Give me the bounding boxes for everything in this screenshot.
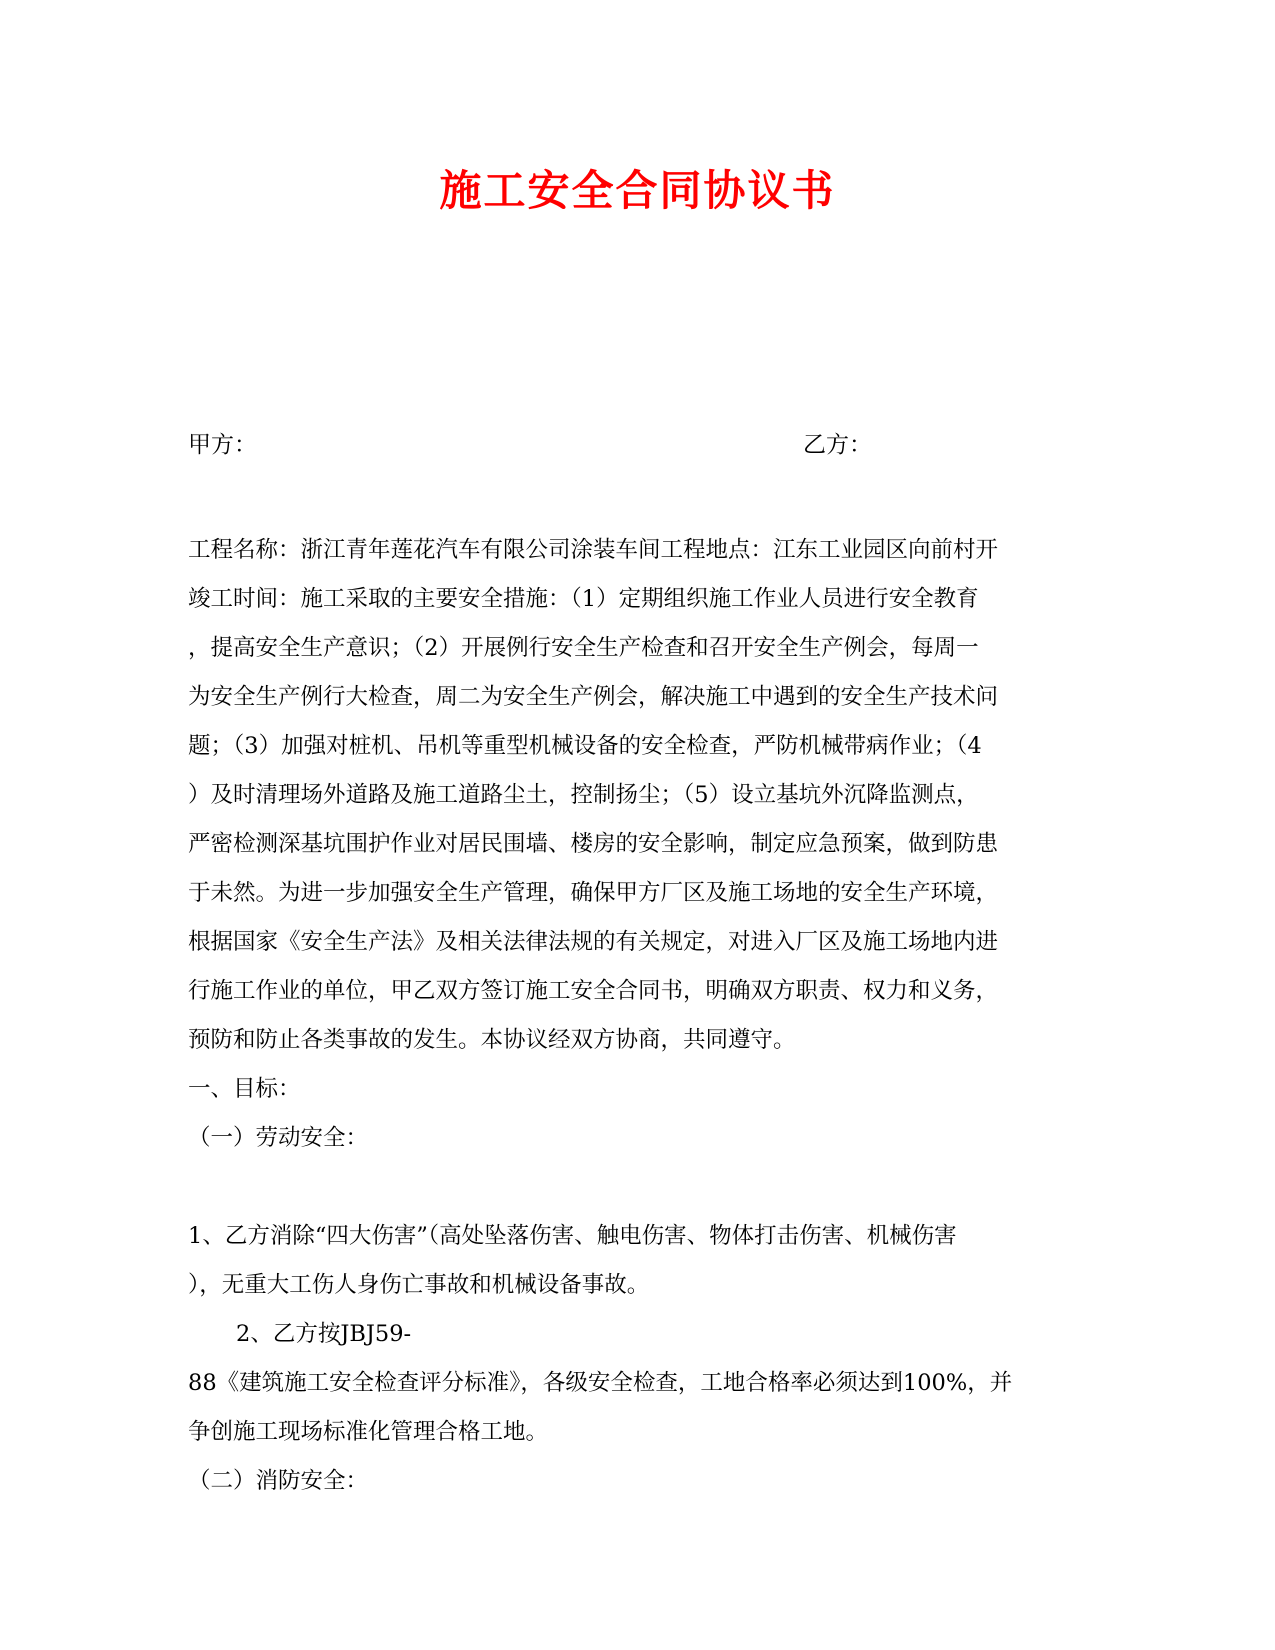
subsection-heading: （一）劳动安全： (188, 1125, 369, 1151)
text-line: 行施工作业的单位，甲乙双方签订施工安全合同书，明确双方职责、权力和义务， (188, 978, 999, 1004)
section-heading: 一、目标： (188, 1076, 301, 1102)
text-line: ），无重大工伤人身伤亡事故和机械设备事故。 (188, 1272, 650, 1298)
document-title: 施工安全合同协议书 (439, 166, 836, 215)
text-line: 2、乙方按JBJ59- (236, 1321, 412, 1347)
party-a-label: 甲方： (188, 432, 257, 458)
text-line: ）及时清理场外道路及施工道路尘土，控制扬尘；（5）设立基坑外沉降监测点， (188, 782, 979, 808)
subsection-heading: （二）消防安全： (188, 1468, 369, 1494)
text-line: 根据国家《安全生产法》及相关法律法规的有关规定，对进入厂区及施工场地内进 (188, 929, 999, 955)
text-line: 竣工时间：施工采取的主要安全措施：（1）定期组织施工作业人员进行安全教育 (188, 586, 979, 612)
text-line: 于未然。为进一步加强安全生产管理，确保甲方厂区及施工场地的安全生产环境， (188, 880, 999, 906)
party-b-label: 乙方： (803, 432, 872, 458)
text-line: 题；（3）加强对桩机、吊机等重型机械设备的安全检查，严防机械带病作业；（4 (188, 733, 982, 759)
text-line: 为安全生产例行大检查，周二为安全生产例会，解决施工中遇到的安全生产技术问 (188, 684, 999, 710)
text-line: 1、乙方消除“四大伤害”（高处坠落伤害、触电伤害、物体打击伤害、机械伤害 (188, 1223, 957, 1249)
blank-line (188, 1163, 1093, 1212)
text-line: 88《建筑施工安全检查评分标准》，各级安全检查，工地合格率必须达到100%，并 (188, 1370, 1013, 1396)
text-line: 工程名称：浙江青年莲花汽车有限公司涂装车间工程地点：江东工业园区向前村开 (188, 537, 999, 563)
text-line: 争创施工现场标准化管理合格工地。 (188, 1419, 549, 1445)
text-line: ，提高安全生产意识；（2）开展例行安全生产检查和召开安全生产例会，每周一 (188, 635, 979, 661)
parties-row (188, 428, 1088, 462)
document-body (188, 526, 1093, 1506)
text-line: 严密检测深基坑围护作业对居民围墙、楼房的安全影响，制定应急预案，做到防患 (188, 831, 999, 857)
text-line: 预防和防止各类事故的发生。本协议经双方协商，共同遵守。 (188, 1027, 796, 1053)
